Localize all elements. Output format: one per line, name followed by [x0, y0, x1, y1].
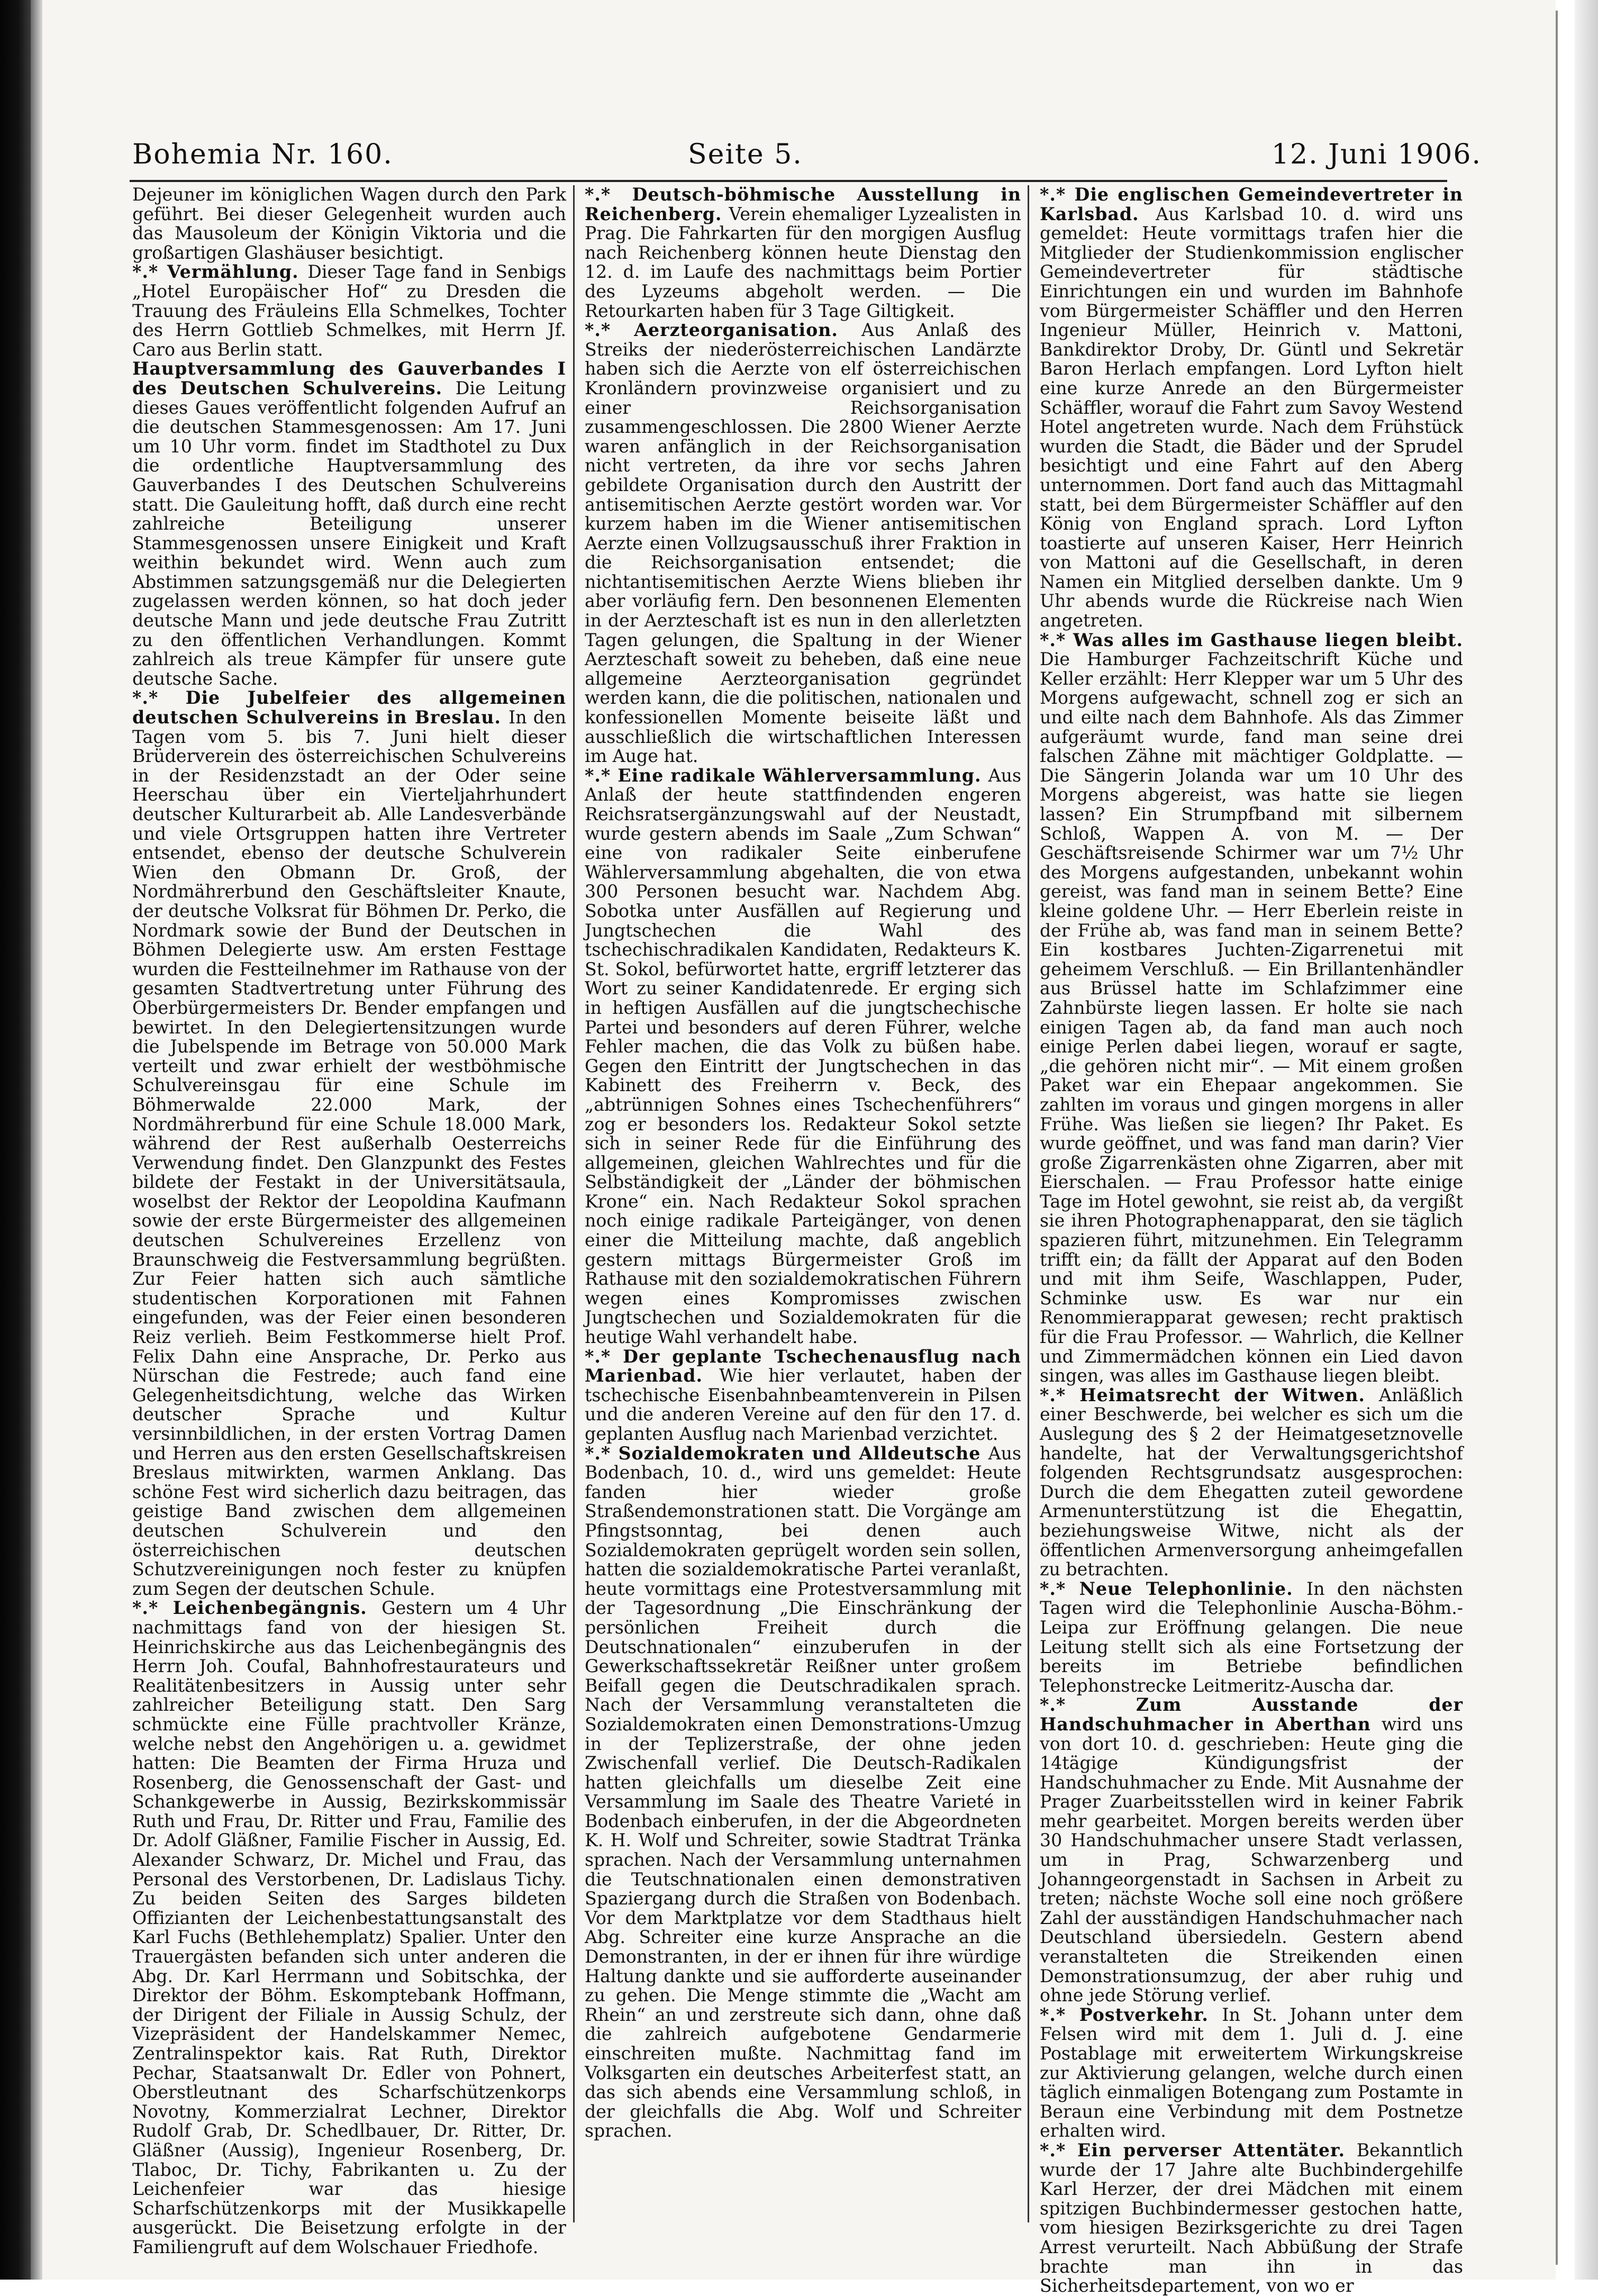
article-heading: *.* Leichenbegängnis. — [132, 1598, 382, 1619]
scan-edge-left — [0, 0, 31, 2280]
scan-edge-shadow — [31, 0, 42, 2280]
article-paragraph — [585, 321, 1021, 766]
article-paragraph — [585, 185, 1021, 321]
article-body: Aus Bodenbach, 10. d., wird uns gemeldet: Heute fanden hier wieder große Straßendemonstrationen statt. Die Vorgänge am Pfingstsonntag, bei denen auch Sozialdemokraten geprügelt worden sein sollen, hatten die sozialdemokratische Partei veranlaßt, heute vormittags eine Protestversammlung mit der Tagesordnung „Die Einschränkung der persönlichen Freiheit durch die Deutschnationalen“ einzuberufen in der Gewerkschaftssekretär Reißner unter großem Beifall gegen die Deutschradikalen sprach. Nach der Versammlung veranstalteten die Sozialdemokraten einen Demonstrations-Umzug in der Teplizerstraße, der ohne jeden Zwischenfall verlief. Die Deutsch-Radikalen hatten gleichfalls um dieselbe Zeit eine Versammlung im Saale des Theatre Varieté in Bodenbach einberufen, in der die Abgeordneten K. H. Wolf und Schreiter, sowie Stadtrat Tränka sprachen. Nach der Versammlung unternahmen die Teutschnationalen einen demonstrativen Spaziergang durch die Straßen von Bodenbach. Vor dem Marktplatze vor dem Stadthaus hielt Abg. Schreiter eine kurze Ansprache an die Demonstranten, in der er ihnen für ihre würdige Haltung dankte und sie aufforderte auseinander zu gehen. Die Menge stimmte die „Wacht am Rhein“ an und zerstreute sich dann, ohne daß die zahlreich aufgebotene Gendarmerie einschreiten mußte. Nachmittag fand im Volksgarten ein deutsches Arbeiterfest statt, an das sich abends eine Versammlung schloß, in der gleichfalls die Abg. Wolf und Schreiter sprachen. — [585, 1442, 1021, 2141]
article-paragraph — [1040, 631, 1463, 1386]
article-paragraph — [1040, 1695, 1463, 2005]
article-heading: *.* Deutsch-böhmische Ausstellung in Reichenberg. — [585, 184, 1021, 224]
article-paragraph — [132, 262, 566, 359]
article-body: Dieser Tage fand in Senbigs „Hotel Europäischer Hof“ zu Dresden die Trauung des Fräuleins Ella Schmelkes, Tochter des Herrn Gottlieb Schmelkes, mit Herrn Jf. Caro aus Berlin statt. — [132, 261, 566, 360]
article-column-3 — [1040, 184, 1464, 2296]
article-body: Wie hier verlautet, haben der tschechische Eisenbahnbeamtenverein in Pilsen und die anderen Vereine auf den für den 17. d. geplanten Ausflug nach Marienbad verzichtet. — [585, 1365, 1021, 1444]
article-heading: *.* Heimatsrecht der Witwen. — [1040, 1384, 1379, 1405]
article-paragraph — [132, 359, 566, 688]
masthead-issue: Bohemia Nr. 160. — [132, 139, 393, 170]
article-column-1 — [132, 184, 566, 2257]
article-paragraph — [585, 1444, 1021, 2141]
article-body: In den nächsten Tagen wird die Telephonlinie Auscha-Böhm.-Leipa zur Eröffnung gelangen. Die neue Leitung stellt sich als eine Fortsetzung der bereits im Betriebe befindlichen Telephonstrecke Leitmeritz-Auscha dar. — [1040, 1578, 1463, 1696]
article-heading: *.* Die Jubelfeier des allgemeinen deutschen Schulvereins in Breslau. — [132, 687, 566, 728]
article-body: wird uns von dort 10. d. geschrieben: Heute ging die 14tägige Kündigungsfrist der Handschuhmacher zu Ende. Mit Ausnahme der Prager Zuarbeitsstellen wird in keiner Fabrik mehr gearbeitet. Morgen bereits werden über 30 Handschuhmacher unsere Stadt verlassen, um in Prag, Schwarzenberg und Johanngeorgenstadt in Sachsen in Arbeit zu treten; nächste Woche soll eine noch größere Zahl der ausständigen Handschuhmacher nach Deutschland übersiedeln. Gestern abend veranstalteten die Streikenden einen Demonstrationsumzug, der aber ruhig und ohne jede Störung verlief. — [1040, 1713, 1463, 2006]
article-body: Verein ehemaliger Lyzealisten in Prag. Die Fahrkarten für den morgigen Ausflug nach Reichenberg können heute Dienstag den 12. d. im Laufe des nachmittags beim Portier des Lyzeums abgeholt werden. — Die Retourkarten haben für 3 Tage Giltigkeit. — [585, 203, 1021, 321]
article-paragraph — [1040, 2005, 1463, 2141]
article-body: Aus Anlaß der heute stattfindenden engeren Reichsratsergänzungswahl auf der Neustadt, wurde gestern abends im Saale „Zum Schwan“ eine von radikaler Seite einberufene Wählerversammlung abgehalten, die von etwa 300 Personen besucht war. Nachdem Abg. Sobotka unter Ausfällen auf Regierung und Jungtschechen die Wahl des tschechischradikalen Kandidaten, Redakteurs K. St. Sokol, befürwortet hatte, ergriff letzterer das Wort zu seiner Kandidatenrede. Er erging sich in heftigen Ausfällen auf die jungtschechische Partei und besonders auf deren Führer, welche Fehler machen, die das Volk zu büßen habe. Gegen den Eintritt der Jungtschechen in das Kabinett des Freiherrn v. Beck, des „abtrünnigen Sohnes eines Tschechenführers“ zog er besonders los. Redakteur Sokol setzte sich in seiner Rede für die Einführung des allgemeinen, gleichen Wahlrechtes und für die Selbständigkeit der „Länder der böhmischen Krone“ ein. Nach Redakteur Sokol sprachen noch einige radikale Parteigänger, von denen einer die Mitteilung machte, daß angeblich gestern mittags Bürgermeister Groß im Rathause mit den sozialdemokratischen Führern wegen eines Kompromisses zwischen Jungtschechen und Sozialdemokraten für die heutige Wahl verhandelt habe. — [585, 765, 1021, 1348]
article-heading: *.* Eine radikale Wählerversammlung. — [585, 765, 988, 786]
column-divider — [1028, 185, 1029, 2222]
article-paragraph — [132, 185, 566, 262]
header-rule — [130, 180, 1447, 182]
article-heading: *.* Postverkehr. — [1040, 2004, 1222, 2025]
article-body: In St. Johann unter dem Felsen wird mit dem 1. Juli d. J. eine Postablage mit erweitertem Wirkungskreise zur Aktivierung gelangen, welche durch einen täglich einmaligen Botengang zum Postamte in Beraun eine Verbindung mit dem Postnetze erhalten wird. — [1040, 2004, 1463, 2141]
column-divider — [573, 185, 575, 2222]
article-body: Die Leitung dieses Gaues veröffentlicht folgenden Aufruf an die deutschen Stammesgenossen: Am 17. Juni um 10 Uhr vorm. findet im Stadthotel zu Dux die ordentliche Hauptversammlung des Gauverbandes I des Deutschen Schulvereins statt. Die Gauleitung hofft, daß durch eine recht zahlreiche Beteiligung unserer Stammesgenossen unsere Einigkeit und Kraft weithin bekundet wird. Wenn auch zum Abstimmen satzungsgemäß nur die Delegierten zugelassen werden können, so hat doch jeder deutsche Mann und jede deutsche Frau Zutritt zu den öffentlichen Verhandlungen. Kommt zahlreich als treue Kämpfer für unsere gute deutsche Sache. — [132, 377, 566, 689]
article-paragraph — [1040, 185, 1463, 631]
article-heading: *.* Was alles im Gasthause liegen bleibt. — [1040, 629, 1463, 650]
article-paragraph — [132, 1599, 566, 2257]
article-paragraph — [585, 766, 1021, 1347]
article-body: Dejeuner im königlichen Wagen durch den Park geführt. Bei dieser Gelegenheit wurden auch das Mausoleum der Königin Viktoria und die großartigen Glashäuser besichtigt. — [132, 184, 566, 263]
article-heading: *.* Aerzteorganisation. — [585, 320, 861, 341]
article-heading: *.* Neue Telephonlinie. — [1040, 1578, 1307, 1599]
article-paragraph — [1040, 1580, 1463, 1696]
article-heading: Hauptversammlung des Gauverbandes I des Deutschen Schulvereins. — [132, 358, 566, 398]
article-paragraph — [585, 1347, 1021, 1444]
article-body: In den Tagen vom 5. bis 7. Juni hielt dieser Brüderverein des österreichischen Schulvereins in der Residenzstadt an der Oder seine Heerschau über ein Vierteljahrhundert deutscher Kulturarbeit ab. Alle Landesverbände und viele Ortsgruppen hatten ihre Vertreter entsendet, ebenso der deutsche Schulverein Wien den Obmann Dr. Groß, der Nordmährerbund den Geschäftsleiter Knaute, der deutsche Volksrat für Böhmen Dr. Perko, die Nordmark sowie der Bund der Deutschen in Böhmen Delegierte usw. Am ersten Festtage wurden die Festteilnehmer im Rathause von der gesamten Stadtvertretung unter Führung des Oberbürgermeisters Dr. Bender empfangen und bewirtet. In den Delegiertensitzungen wurde die Jubelspende im Betrage von 50.000 Mark verteilt und zwar erhielt der westböhmische Schulvereinsgau für eine Schule im Böhmerwalde 22.000 Mark, der Nordmährerbund für eine Schule 18.000 Mark, während der Rest außerhalb Oesterreichs Verwendung findet. Den Glanzpunkt des Festes bildete der Festakt in der Universitätsaula, woselbst der Rektor der Leopoldina Kaufmann sowie der erste Bürgermeister des allgemeinen deutschen Schulvereines Erzellenz von Braunschweig die Festversammlung begrüßten. Zur Feier hatten sich auch sämtliche studentischen Korporationen mit Fahnen eingefunden, was der Feier einen besonderen Reiz verlieh. Beim Festkommerse hielt Prof. Felix Dahn eine Ansprache, Dr. Perko aus Nürschan die Festrede; auch fand eine Gelegenheitsdichtung, welche das Wirken deutscher Sprache und Kultur versinnbildlichen, in der ersten Vortrag Damen und Herren aus den ersten Gesellschaftskreisen Breslaus mitwirkten, warmen Anklang. Das schöne Fest wird sicherlich dazu beitragen, das geistige Band zwischen dem allgemeinen deutschen Schulverein und den österreichischen deutschen Schutzvereinigungen noch fester zu knüpfen zum Segen der deutschen Schule. — [132, 707, 566, 1599]
page-header — [42, 139, 1556, 186]
article-paragraph — [1040, 2141, 1463, 2296]
article-body: Gestern um 4 Uhr nachmittags fand von der hiesigen St. Heinrichskirche aus das Leichenbegängnis des Herrn Joh. Coufal, Bahnhofrestaurateurs und Realitätenbesitzers in Aussig unter sehr zahlreicher Beteiligung statt. Den Sarg schmückte eine Fülle prachtvoller Kränze, welche nebst den Angehörigen u. a. gewidmet hatten: Die Beamten der Firma Hruza und Rosenberg, die Genossenschaft der Gast- und Schankgewerbe in Aussig, Bezirkskommissär Ruth und Frau, Dr. Ritter und Frau, Familie des Dr. Adolf Gläßner, Familie Fischer in Aussig, Ed. Alexander Schwarz, Dr. Michel und Frau, das Personal des Verstorbenen, Dr. Ladislaus Tichy. Zu beiden Seiten des Sarges bildeten Offizianten der Leichenbestattungsanstalt des Karl Fuchs (Bethlehemplatz) Spalier. Unter den Trauergästen befanden sich unter anderen die Abg. Dr. Karl Herrmann und Sobitschka, der Direktor der Böhm. Eskomptebank Hoffmann, der Dirigent der Filiale in Aussig Schulz, der Vizepräsident der Handelskammer Nemec, Zentralinspektor kais. Rat Ruth, Direktor Pechar, Staatsanwalt Dr. Edler von Pohnert, Oberstleutnant des Scharfschützenkorps Novotny, Kommerzialrat Lechner, Direktor Rudolf Grab, Dr. Schedlbauer, Dr. Ritter, Dr. Gläßner (Aussig), Ingenieur Rosenberg, Dr. Tlaboc, Dr. Tichy, Fabrikanten u. Zu der Leichenfeier war das hiesige Scharfschützenkorps mit der Musikkapelle ausgerückt. Die Beisetzung erfolgte in der Familiengruft auf dem Wolschauer Friedhofe. — [132, 1598, 566, 2257]
article-body: Bekanntlich wurde der 17 Jahre alte Buchbindergehilfe Karl Herzer, der drei Mädchen mit einem spitzigen Buchbindermesser gestochen hatte, vom hiesigen Bezirksgerichte zu drei Tagen Arrest verurteilt. Nach Abbüßung der Strafe brachte man ihn in das Sicherheitsdepartement, von wo er — [1040, 2139, 1463, 2296]
article-column-2 — [585, 185, 1021, 2249]
page-border — [1556, 11, 1558, 2265]
article-heading: *.* Die englischen Gemeindevertreter in Karlsbad. — [1040, 184, 1463, 224]
article-heading: *.* Ein perverser Attentäter. — [1040, 2139, 1357, 2161]
article-body: Aus Anlaß des Streiks der niederösterreichischen Landärzte haben sich die Aerzte von elf österreichischen Kronländern provinzweise organisiert und zu einer Reichsorganisation zusammengeschlossen. Die 2800 Wiener Aerzte waren anfänglich in der Reichsorganisation nicht vertreten, da ihre vor sechs Jahren gebildete Organisation durch den Austritt der antisemitischen Aerzte gestört worden war. Vor kurzem haben im die Wiener antisemitischen Aerzte einen Vollzugsausschuß ihrer Fraktion in die Reichsorganisation entsendet; die nichtantisemitischen Aerzte Wiens blieben ihr aber vorläufig fern. Den besonnenen Elementen in der Aerzteschaft ist es nun in den allerletzten Tagen gelungen, die Spaltung in der Wiener Aerzteschaft soweit zu beheben, daß eine neue allgemeine Aerzteorganisation gegründet werden kann, die die politischen, nationalen und konfessionellen Momente beiseite läßt und ausschließlich die wirtschaftlichen Interessen im Auge hat. — [585, 320, 1021, 767]
page-number: Seite 5. — [688, 139, 803, 170]
article-paragraph — [1040, 1386, 1463, 1580]
article-body: Anläßlich einer Beschwerde, bei welcher es sich um die Auslegung des § 2 der Heimatgesetznovelle handelte, hat der Verwaltungsgerichtshof folgenden Rechtsgrundsatz ausgesprochen: Durch die dem Ehegatten zuteil gewordene Armenunterstützung ist die Ehegattin, beziehungsweise Witwe, nicht als der öffentlichen Armenversorgung anheimgefallen zu betrachten. — [1040, 1384, 1463, 1580]
newspaper-page — [42, 0, 1556, 2296]
article-heading: *.* Vermählung. — [132, 261, 308, 283]
issue-date: 12. Juni 1906. — [1271, 139, 1482, 170]
article-heading: *.* Der geplante Tschechenausflug nach Marienbad. — [585, 1346, 1021, 1386]
article-paragraph — [132, 688, 566, 1599]
article-heading: *.* Sozialdemokraten und Alldeutsche — [585, 1442, 988, 1464]
article-body: Aus Karlsbad 10. d. wird uns gemeldet: Heute vormittags trafen hier die Mitglieder der Studienkommission englischer Gemeindevertreter für städtische Einrichtungen ein und wurden im Bahnhofe vom Bürgermeister Schäffler und den Herren Ingenieur Müller, Heinrich v. Mattoni, Bankdirektor Droby, Dr. Güntl und Sekretär Baron Herlach empfangen. Lord Lyfton hielt eine kurze Anrede an den Bürgermeister Schäffler, worauf die Fahrt zum Savoy Westend Hotel angetreten wurde. Nach dem Frühstück wurden die Stadt, die Bäder und der Sprudel besichtigt und eine Fahrt auf den Aberg unternommen. Dort fand auch das Mittagmahl statt, bei dem Bürgermeister Schäffler auf den König von England sprach. Lord Lyfton toastierte auf unseren Kaiser, Herr Heinrich von Mattoni auf die Gesellschaft, in deren Namen ein Mitglied derselben dankte. Um 9 Uhr abends wurde die Rückreise nach Wien angetreten. — [1040, 203, 1464, 631]
article-heading: *.* Zum Ausstande der Handschuhmacher in Aberthan — [1040, 1694, 1463, 1735]
scan-edge-right — [1575, 0, 1598, 2280]
article-body: Die Hamburger Fachzeitschrift Küche und Keller erzählt: Herr Klepper war um 5 Uhr des Morgens aufgewacht, schnell zog er sich an und eilte nach dem Bahnhofe. Als das Zimmer aufgeräumt wurde, fand man seine drei falschen Zähne mit mächtiger Goldplatte. — Die Sängerin Jolanda war um 10 Uhr des Morgens abgereist, was hatte sie liegen lassen? Ein Strumpfband mit silbernem Schloß, Wappen A. von M. — Der Geschäftsreisende Schirmer war um 7½ Uhr des Morgens aufgestanden, unbekannt wohin gereist, was fand man in seinem Bette? Eine kleine goldene Uhr. — Herr Eberlein reiste in der Frühe ab, was fand man in seinem Bette? Ein kostbares Juchten-Zigarrenetui mit geheimem Verschluß. — Ein Brillantenhändler aus Brüssel hatte im Schlafzimmer eine Zahnbürste liegen lassen. Er holte sie nach einigen Tagen ab, da fand man auch noch einige Perlen dabei liegen, worauf er sagte, „die gehören nicht mir“. — Mit einem großen Paket war ein Ehepaar angekommen. Sie zahlten im voraus und gingen morgens in aller Frühe. Was ließen sie liegen? Ihr Paket. Es wurde geöffnet, und was fand man darin? Vier große Zigarrenkästen ohne Zigarren, aber mit Eierschalen. — Frau Professor hatte einige Tage im Hotel gewohnt, sie reist ab, da vergißt sie ihren Photographenapparat, den sie täglich spazieren führt, mitzunehmen. Ein Telegramm trifft ein; da fällt der Apparat auf den Boden und mit ihm Seife, Waschlappen, Puder, Schminke usw. Es war nur ein Renommierapparat gewesen; recht praktisch für die Frau Professor. — Wahrlich, die Kellner und Zimmermädchen können ein Lied davon singen, was alles im Gasthause liegen bleibt. — [1040, 649, 1463, 1386]
